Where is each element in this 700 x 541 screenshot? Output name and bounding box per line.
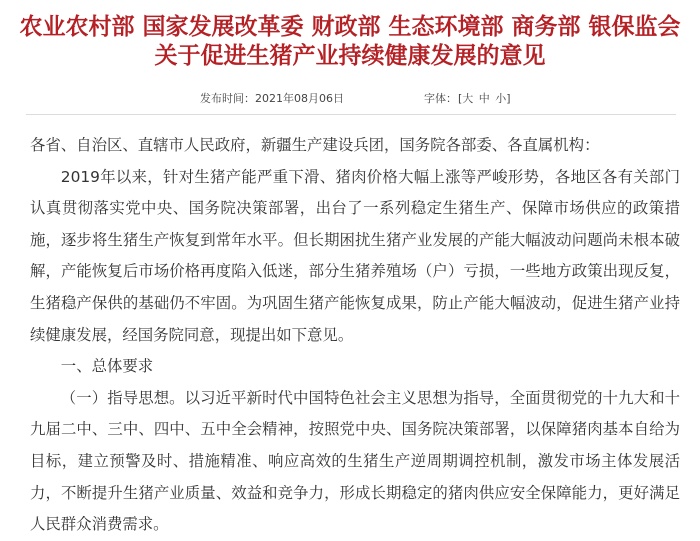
font-size-label: 字体： bbox=[424, 92, 457, 105]
article-title-line-2: 关于促进生猪产业持续健康发展的意见 bbox=[154, 43, 546, 69]
header-divider bbox=[26, 114, 676, 115]
font-size-control bbox=[424, 90, 512, 106]
addressee-paragraph: 各省、自治区、直辖市人民政府，新疆生产建设兵团，国务院各部委、各直属机构： bbox=[30, 136, 600, 154]
guiding-thought-paragraph: （一）指导思想。以习近平新时代中国特色社会主义思想为指导，全面贯彻党的十九大和十九届二中、三中、四中、五中全会精神，按照党中央、国务院决策部署，以保障猪肉基本自给为目标，建立预警及时、措施精准、响应高效的生猪生产逆周期调控机制，激发市场主体发展活力，不断提升生猪产业质量、效益和竞争力，形成长期稳定的猪肉供应安全保障能力，更好满足人民群众消费需求。 bbox=[30, 388, 680, 534]
intro-paragraph: 2019年以来，针对生猪产能严重下滑、猪肉价格大幅上涨等严峻形势，各地区各有关部门认真贯彻落实党中央、国务院决策部署，出台了一系列稳定生猪生产、保障市场供应的政策措施，逐步将生猪生产恢复到常年水平。但长期困扰生猪产业发展的产能大幅波动问题尚未根本破解，产能恢复后市场价格再度陷入低迷，部分生猪养殖场（户）亏损，一些地方政策出现反复，生猪稳产保供的基础仍不牢固。为巩固生猪产能恢复成果，防止产能大幅波动，促进生猪产业持续健康发展，经国务院同意，现提出如下意见。 bbox=[30, 167, 680, 344]
font-size-large-link[interactable]: [大 bbox=[458, 92, 474, 105]
font-size-medium-link[interactable]: 中 bbox=[478, 92, 490, 105]
publish-date: 发布时间：2021年08月06日 bbox=[200, 92, 344, 105]
font-size-small-link[interactable]: 小] bbox=[495, 92, 511, 105]
article-title-line-1: 农业农村部 国家发展改革委 财政部 生态环境部 商务部 银保监会 bbox=[19, 14, 681, 40]
article-body bbox=[30, 130, 680, 541]
section-heading: 一、总体要求 bbox=[60, 357, 154, 376]
